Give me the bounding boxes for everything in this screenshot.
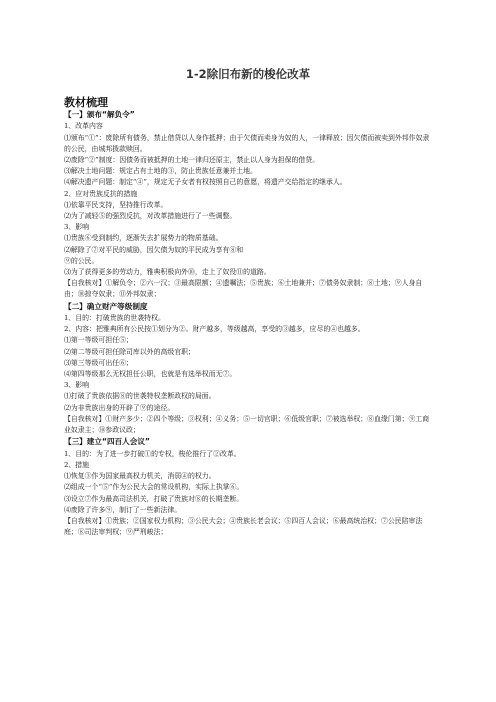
paragraph: ⑶解决土地问题：规定占有土地的③，防止贵族任意兼并土地。 bbox=[64, 167, 257, 176]
paragraph: ⑶设立⑦作为最高司法机关，打破了贵族对⑧的长期垄断。 bbox=[64, 494, 244, 503]
paragraph: 1、目的：为了进一步打破①的专权，梭伦推行了②改革。 bbox=[64, 449, 241, 458]
paragraph: 1、目的：打破贵族的世袭特权。 bbox=[64, 314, 165, 323]
paragraph: 2、内容：把雅典所有公民按①划分为②。财产越多，等级越高，享受的③越多，应尽的④也越多。 bbox=[64, 325, 365, 334]
section-header-3: 【三】建立“四百人会议” bbox=[64, 437, 150, 447]
section-header-2: 【二】确立财产等级制度 bbox=[64, 301, 148, 311]
page-title: 1-2除旧布新的梭伦改革 bbox=[185, 67, 311, 81]
paragraph: 2、应对贵族反抗的措施 bbox=[64, 189, 138, 198]
paragraph: ⑴颁布“①”：废除所有债务，禁止借贷以人身作抵押；由于欠债而卖身为奴的人，一律释放；因欠债而被卖到外邦作奴隶的公民，由城邦拨款赎回。 bbox=[64, 133, 430, 153]
paragraph: ⑷废除了许多⑨，制订了一些新法律。 bbox=[64, 505, 182, 514]
paragraph: ⑴贵族⑥受到制约，逐渐失去扩展势力的物质基础。 bbox=[64, 234, 223, 243]
paragraph: ⑨的公民。 bbox=[64, 256, 99, 265]
paragraph: ⑷解决遗产问题：制定“④”，规定无子女者有权按照自己的意愿，将遗产交给指定的继承人。 bbox=[64, 178, 347, 187]
paragraph: 1、改革内容 bbox=[64, 122, 103, 131]
paragraph: ⑵为非贵族出身的开辟了⑨的途径。 bbox=[64, 403, 175, 412]
answer-key: 【自我核对】①财产多少；②四个等级；③权利；④义务；⑤一切官职；⑥低级官职；⑦被选举权；⑧血缘门第；⑨工商业奴隶主；⑩参政议政； bbox=[64, 414, 430, 435]
paragraph: ⑵废除“②”制度：因债务而被抵押的土地一律归还原主，禁止以人身为担保的借贷。 bbox=[64, 156, 320, 165]
section-heading-textbook-review: 教材梳理 bbox=[64, 96, 108, 109]
paragraph: ⑷第四等级那么无权担任公职，也就是有选举权而无⑦。 bbox=[64, 370, 237, 379]
answer-key: 【自我核对】①解负令；②六一汉；③最高限额；④遗嘱法；⑤贵族；⑥土地兼并；⑦债务奴隶制；⑧土地；⑨人身自由；⑩掠夺奴隶；⑪外邦奴隶； bbox=[64, 279, 423, 299]
document-body bbox=[64, 109, 432, 538]
paragraph: ⑵第二等级可担任除司库以外的高级官职； bbox=[64, 347, 195, 356]
paragraph: ⑵解除了⑦对平民的威胁，因欠债为奴的平民成为享有⑧和 bbox=[64, 245, 244, 254]
paragraph: ⑵组成一个“⑤”作为公民大会的常设机构，实际上执掌⑥。 bbox=[64, 483, 244, 492]
paragraph: 3、影响 bbox=[64, 381, 90, 390]
paragraph: ⑶第三等级可出任⑥； bbox=[64, 358, 133, 367]
paragraph: 2、措施 bbox=[64, 460, 90, 469]
paragraph: ⑴依靠平民支持，坚持推行改革。 bbox=[64, 200, 168, 209]
paragraph: ⑴第一等级可担任⑤； bbox=[64, 336, 133, 345]
answer-key: 【自我核对】①贵族；②国家权力机构；③公民大会；④贵族长老会议；⑤四百人会议；⑥最高统治权；⑦公民陪审法庭；⑧司法审判权；⑨严刑峻法； bbox=[64, 516, 423, 537]
paragraph: ⑶为了获得更多的劳动力，雅典积极向外⑩，走上了奴役⑪的道路。 bbox=[64, 268, 271, 277]
paragraph: ⑵为了减轻⑤的强烈反抗，对改革措施进行了一些调整。 bbox=[64, 212, 237, 221]
paragraph: ⑴打破了贵族依据⑧的世袭特权垄断政权的局面。 bbox=[64, 392, 216, 401]
paragraph: 3、影响 bbox=[64, 223, 90, 232]
section-header-1: 【一】颁布“解负令” bbox=[64, 110, 135, 119]
paragraph: ⑴恢复③作为国家最高权力机关，消弱④的权力。 bbox=[64, 472, 216, 481]
